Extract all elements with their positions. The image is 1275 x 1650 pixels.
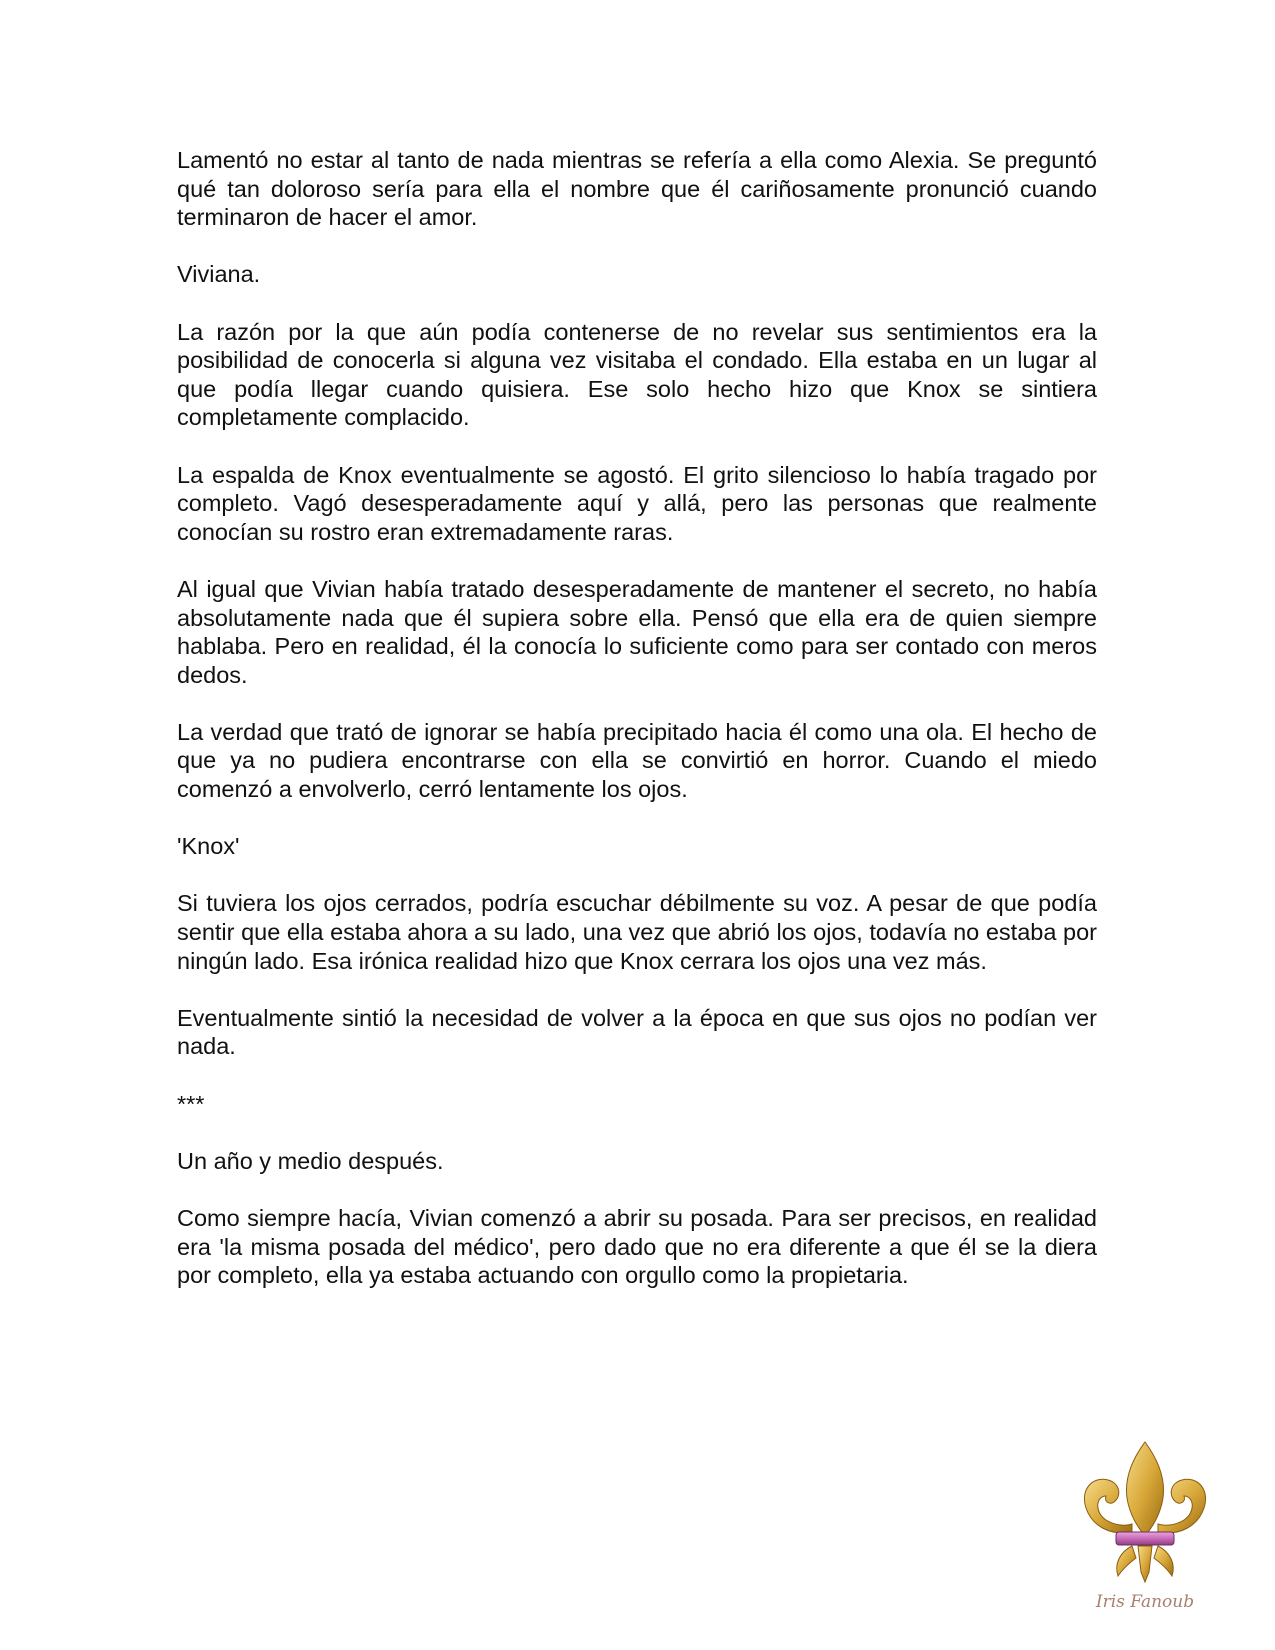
paragraph: Un año y medio después. — [177, 1147, 444, 1174]
paragraph: La espalda de Knox eventualmente se agostó. El grito silencioso lo había tragado por completo. Vagó desesperadamente aquí y allá, pero las personas que realmente conocían su rostro eran extremadamente raras. — [177, 461, 1097, 545]
paragraph: La razón por la que aún podía contenerse de no revelar sus sentimientos era la posibilidad de conocerla si alguna vez visitaba el condado. Ella estaba en un lugar al que podía llegar cuando quisiera. Ese solo hecho hizo que Knox se sintiera completamente complacido. — [177, 318, 1097, 431]
paragraph: Como siempre hacía, Vivian comenzó a abrir su posada. Para ser precisos, en realidad era 'la misma posada del médico', pero dado que no era diferente a que él se la diera por completo, ella ya estaba actuando con orgullo como la propietaria. — [177, 1204, 1097, 1289]
scene-break: *** — [177, 1090, 205, 1117]
paragraph: 'Knox' — [177, 833, 240, 860]
paragraph: Eventualmente sintió la necesidad de volver a la época en que sus ojos no podían ver nada. — [177, 1004, 1097, 1060]
paragraph: Lamentó no estar al tanto de nada mientras se refería a ella como Alexia. Se preguntó qué tan doloroso sería para ella el nombre que él cariñosamente pronunció cuando terminaron de hacer el amor. — [177, 147, 1097, 231]
paragraph: Si tuviera los ojos cerrados, podría escuchar débilmente su voz. A pesar de que podía sentir que ella estaba ahora a su lado, una vez que abrió los ojos, todavía no estaba por ningún lado. Esa irónica realidad hizo que Knox cerrara los ojos una vez más. — [177, 890, 1097, 974]
paragraph: Viviana. — [177, 261, 261, 288]
document-body — [177, 146, 1097, 1290]
logo-caption: Iris Fanoub — [1095, 1592, 1195, 1612]
paragraph: La verdad que trató de ignorar se había precipitado hacia él como una ola. El hecho de que ya no pudiera encontrarse con ella se convirtió en horror. Cuando el miedo comenzó a envolverlo, cerró lentamente los ojos. — [177, 718, 1097, 803]
paragraph: Al igual que Vivian había tratado desesperadamente de mantener el secreto, no había absolutamente nada que él supiera sobre ella. Pensó que ella era de quien siempre hablaba. Pero en realidad, él la conocía lo suficiente como para ser contado con meros dedos. — [177, 575, 1097, 688]
